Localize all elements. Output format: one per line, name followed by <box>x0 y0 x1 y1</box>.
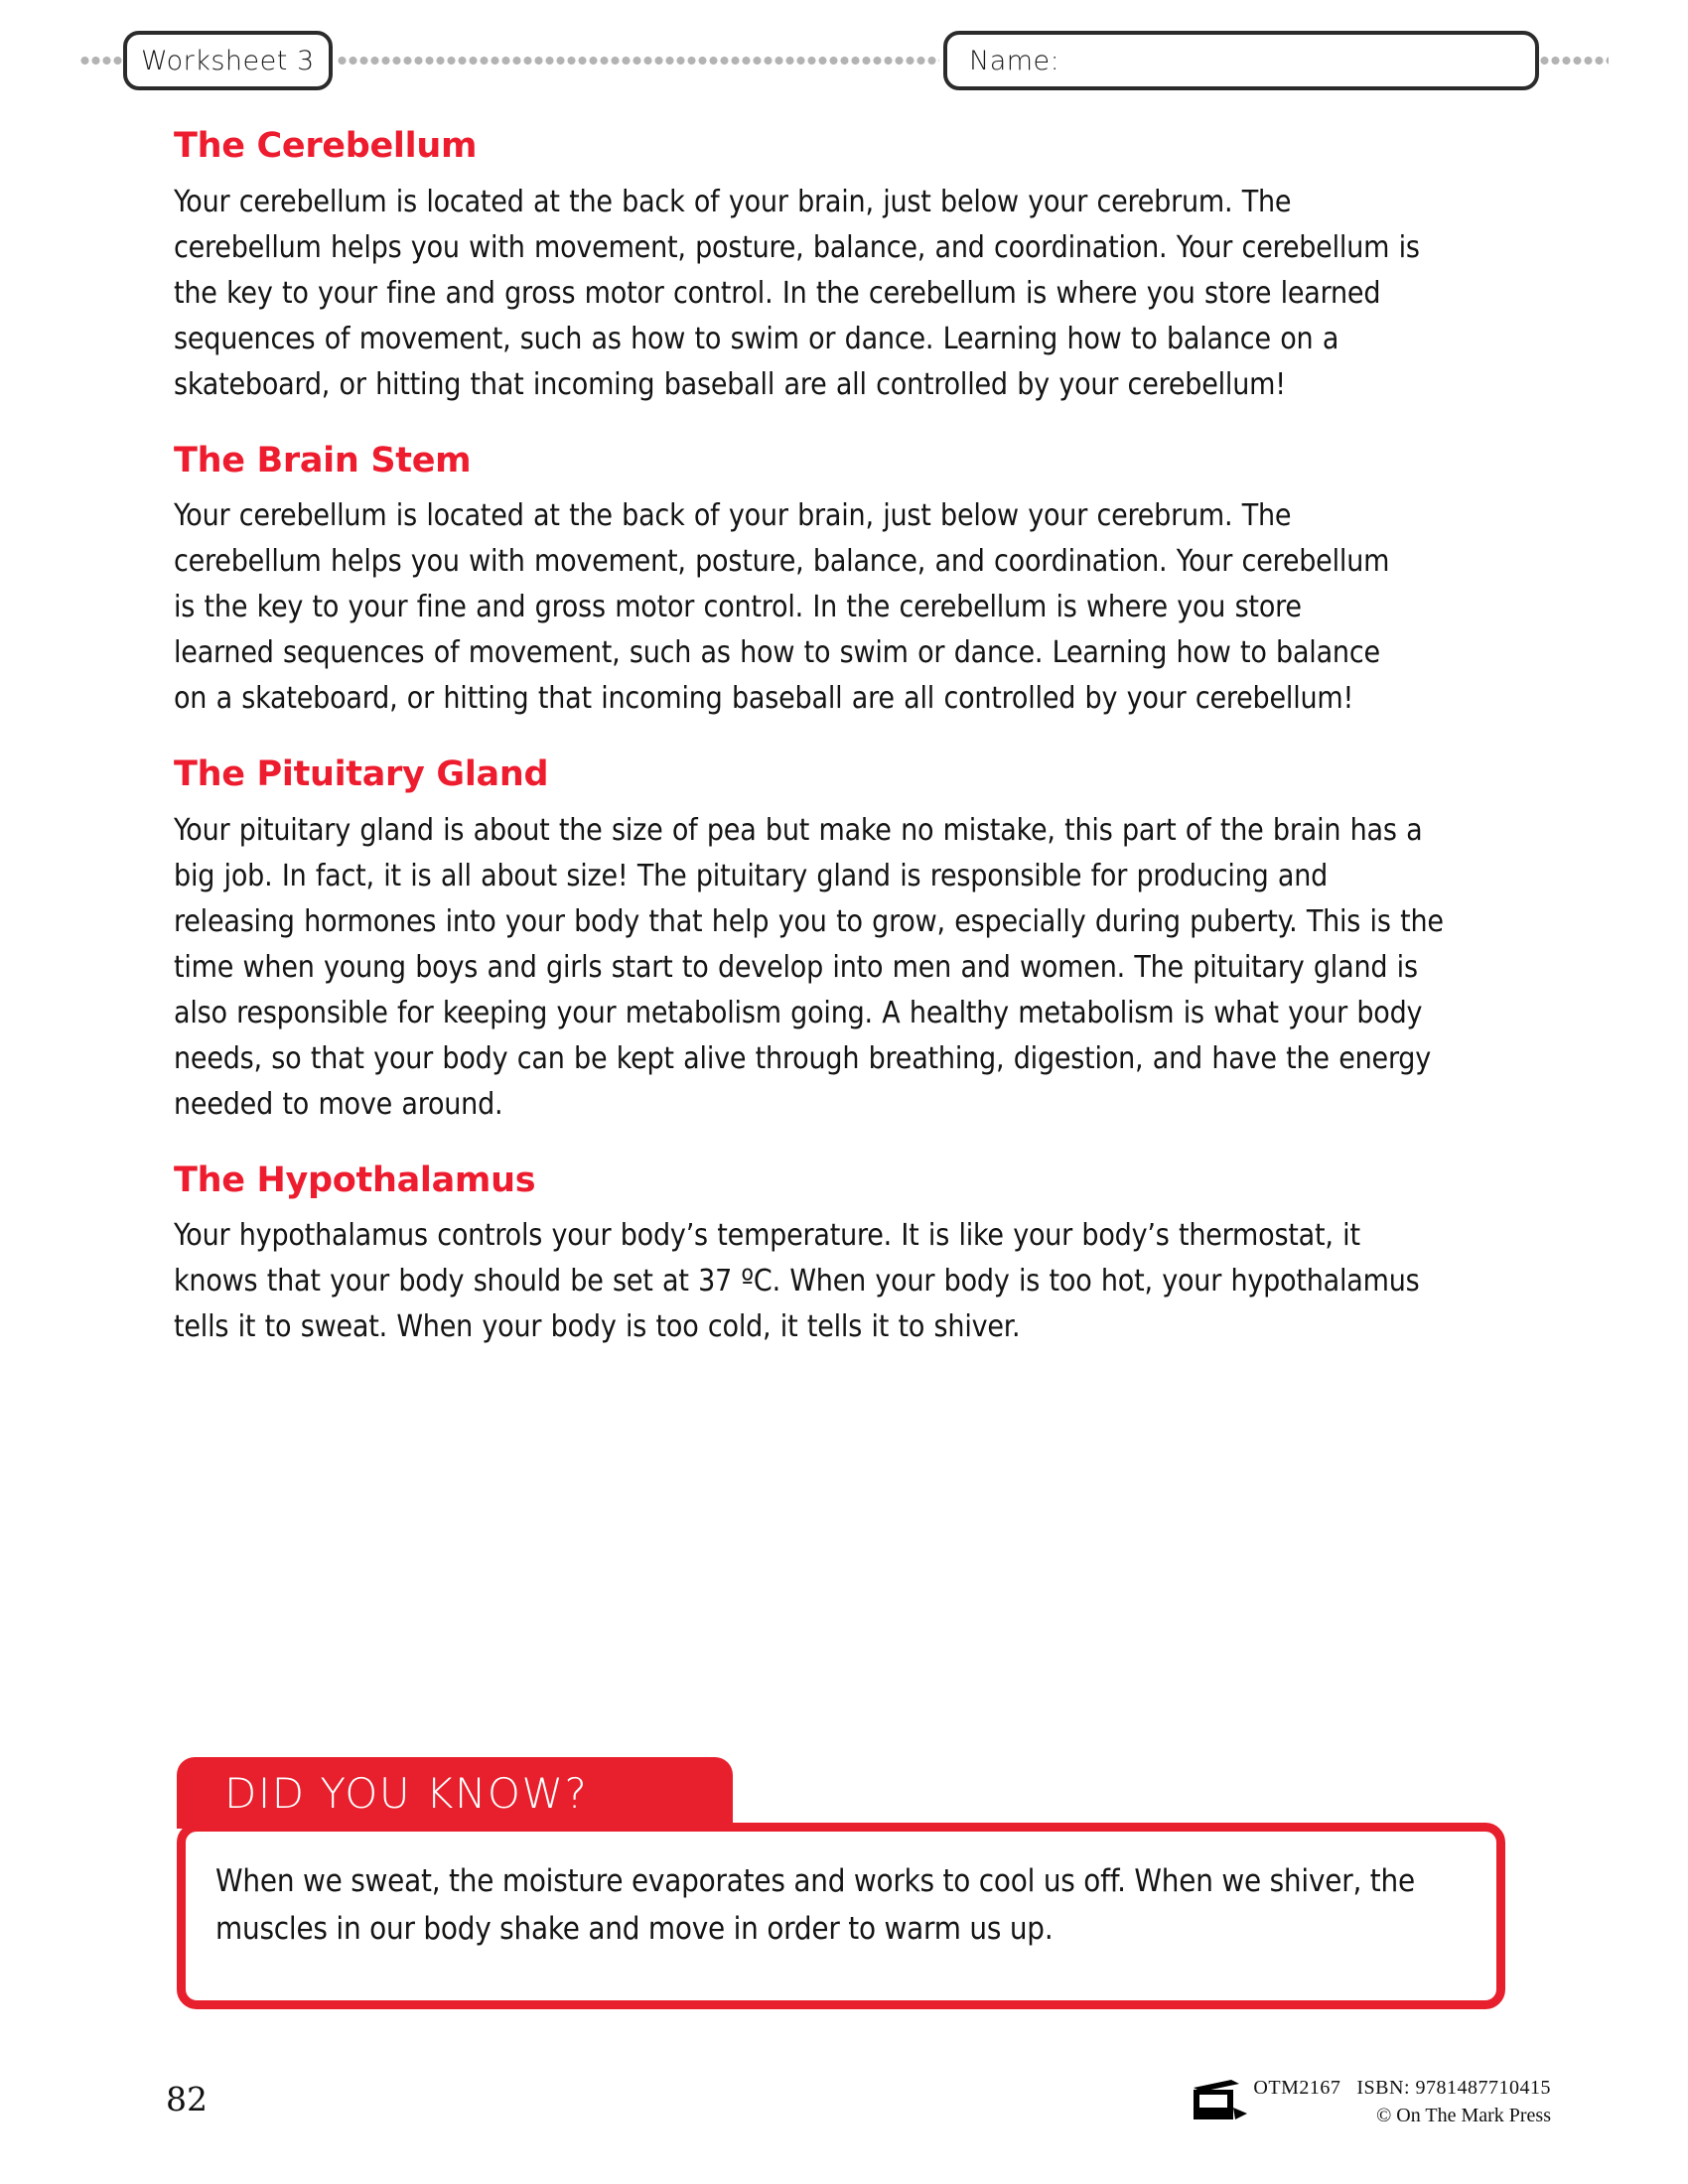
section-body-brain-stem: Your cerebellum is located at the back of your brain, just below your cerebrum. The cerebellum helps you with movement, posture, balance, and coordination. Your cerebellum is the key to your fine and gross motor control. In the cerebellum is where you store learned sequences of movement, such as how to swim or dance. Learning how to balance on a skateboard, or hitting that incoming baseball are all controlled by your cerebellum! <box>174 498 1390 716</box>
imprint-block <box>1253 2074 1551 2129</box>
header-dots-right <box>1539 57 1609 65</box>
did-you-know-label: DID YOU KNOW? <box>224 1768 589 1818</box>
press-logo-icon <box>1188 2076 1251 2127</box>
worksheet-label: Worksheet 3 <box>141 45 315 76</box>
section-pituitary-gland <box>174 755 1514 1128</box>
worksheet-badge <box>123 31 333 90</box>
copyright: © On The Mark Press <box>1376 2105 1551 2126</box>
section-title-hypothalamus: The Hypothalamus <box>174 1160 536 1200</box>
section-hypothalamus <box>174 1161 1514 1351</box>
name-field[interactable] <box>943 31 1539 90</box>
header-dots-left <box>79 57 123 65</box>
section-title-brain-stem: The Brain Stem <box>174 440 472 480</box>
section-brain-stem <box>174 442 1514 723</box>
isbn: ISBN: 9781487710415 <box>1356 2077 1551 2099</box>
page-header <box>79 30 1609 91</box>
section-cerebellum <box>174 127 1514 408</box>
section-body-cerebellum: Your cerebellum is located at the back of your brain, just below your cerebrum. The cerebellum helps you with movement, posture, balance, and coordination. Your cerebellum is the key to your fine and gross motor control. In the cerebellum is where you store learned sequences of movement, such as how to swim or dance. Learning how to balance on a skateboard, or hitting that incoming baseball are all controlled by your cerebellum! <box>174 184 1420 402</box>
worksheet-content <box>174 127 1514 1380</box>
section-title-cerebellum: The Cerebellum <box>174 126 478 166</box>
did-you-know-tab <box>177 1757 733 1829</box>
did-you-know-body <box>177 1823 1505 2009</box>
section-body-hypothalamus: Your hypothalamus controls your body’s temperature. It is like your body’s thermostat, it knows that your body should be set at 37 ºC. When your body is too hot, your hypothalamus tells it to sweat. When your body is too cold, it tells it to shiver. <box>174 1218 1420 1344</box>
product-code: OTM2167 <box>1253 2077 1341 2099</box>
did-you-know-text: When we sweat, the moisture evaporates and works to cool us off. When we shiver, the muscles in our body shake and move in order to warm us up. <box>215 1863 1415 1947</box>
did-you-know-callout <box>177 1757 1505 2009</box>
page-number: 82 <box>166 2080 208 2118</box>
header-dots-middle <box>337 57 939 65</box>
page-footer <box>0 2070 1688 2159</box>
name-label: Name: <box>969 45 1060 76</box>
section-title-pituitary-gland: The Pituitary Gland <box>174 754 549 794</box>
section-body-pituitary-gland: Your pituitary gland is about the size of pea but make no mistake, this part of the brain has a big job. In fact, it is all about size! The pituitary gland is responsible for producing and releasing hormones into your body that help you to grow, especially during puberty. This is the time when young boys and girls start to develop into men and women. The pituitary gland is also responsible for keeping your metabolism going. A healthy metabolism is what your body needs, so that your body can be kept alive through breathing, digestion, and have the energy needed to move around. <box>174 812 1444 1122</box>
